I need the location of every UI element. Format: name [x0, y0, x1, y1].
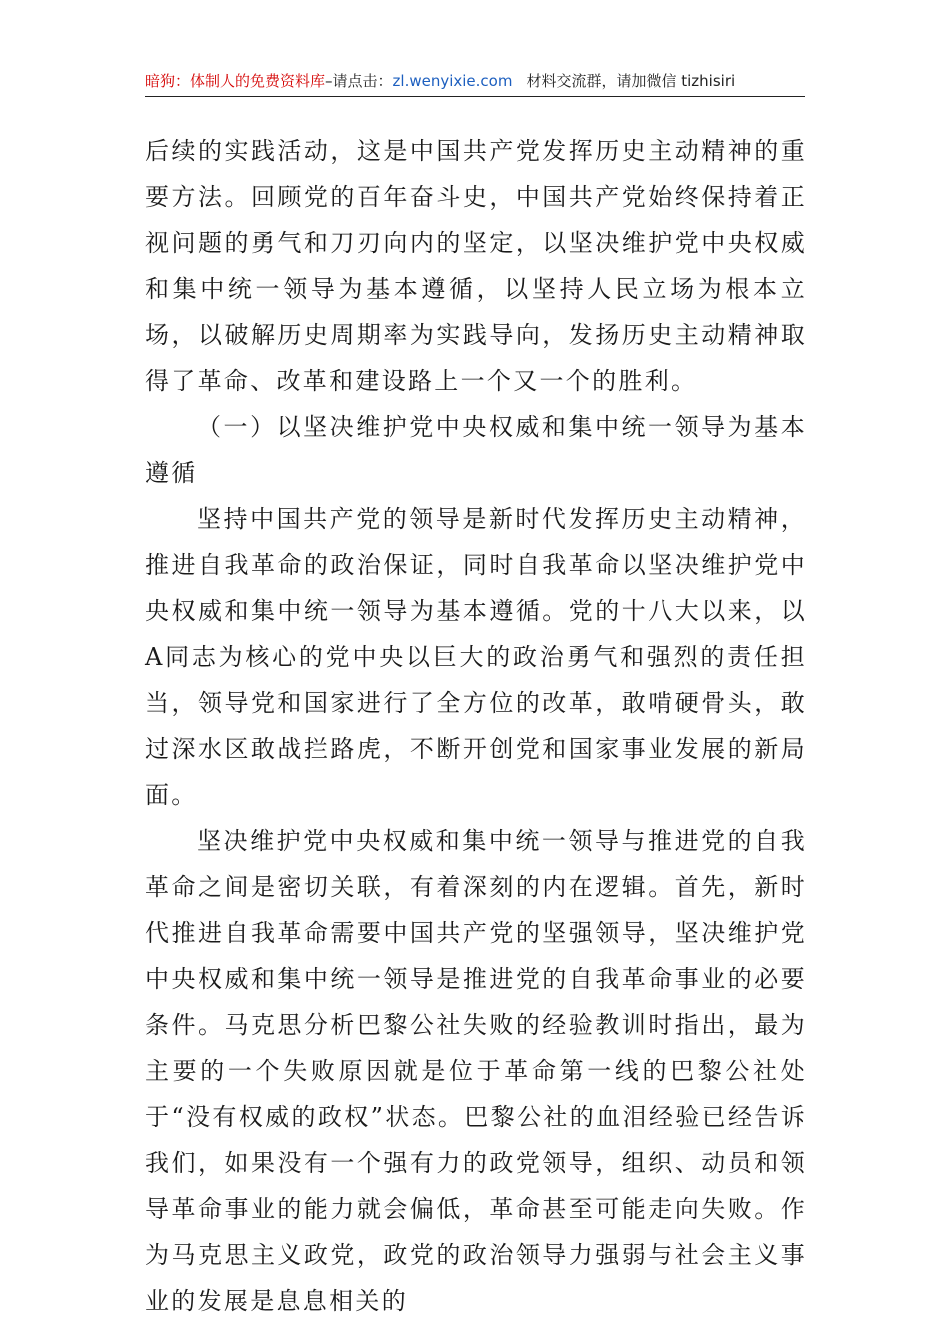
paragraph-continuation: 后续的实践活动，这是中国共产党发挥历史主动精神的重要方法。回顾党的百年奋斗史，中国共产党始终保持着正视问题的勇气和刀刃向内的坚定，以坚决维护党中央权威和集中统一领导为基本遵循，以坚持人民立场为根本立场，以破解历史周期率为实践导向，发扬历史主动精神取得了革命、改革和建设路上一个又一个的胜利。 [145, 137, 807, 395]
paragraph: 坚持中国共产党的领导是新时代发挥历史主动精神，推进自我革命的政治保证，同时自我革命以坚决维护党中央权威和集中统一领导为基本遵循。党的十八大以来，以A同志为核心的党中央以巨大的政治勇气和强烈的责任担当，领导党和国家进行了全方位的改革，敢啃硬骨头，敢过深水区敢战拦路虎，不断开创党和国家事业发展的新局面。 [145, 505, 807, 809]
document-body [145, 128, 807, 1324]
header-link[interactable]: zl.wenyixie.com [392, 72, 513, 90]
section-heading: （一）以坚决维护党中央权威和集中统一领导为基本遵循 [145, 413, 807, 487]
paragraph: 坚决维护党中央权威和集中统一领导与推进党的自我革命之间是密切关联，有着深刻的内在逻辑。首先，新时代推进自我革命需要中国共产党的坚强领导，坚决维护党中央权威和集中统一领导是推进党的自我革命事业的必要条件。马克思分析巴黎公社失败的经验教训时指出，最为主要的一个失败原因就是位于革命第一线的巴黎公社处于“没有权威的政权”状态。巴黎公社的血泪经验已经告诉我们，如果没有一个强有力的政党领导，组织、动员和领导革命事业的能力就会偏低，革命甚至可能走向失败。作为马克思主义政党，政党的政治领导力强弱与社会主义事业的发展是息息相关的 [145, 827, 807, 1315]
page-header [145, 66, 805, 97]
header-contact: 材料交流群，请加微信 tizhisiri [526, 72, 736, 90]
header-brand: 暗狗：体制人的免费资料库 [145, 72, 326, 90]
header-link-prefix: –请点击： [325, 72, 393, 90]
